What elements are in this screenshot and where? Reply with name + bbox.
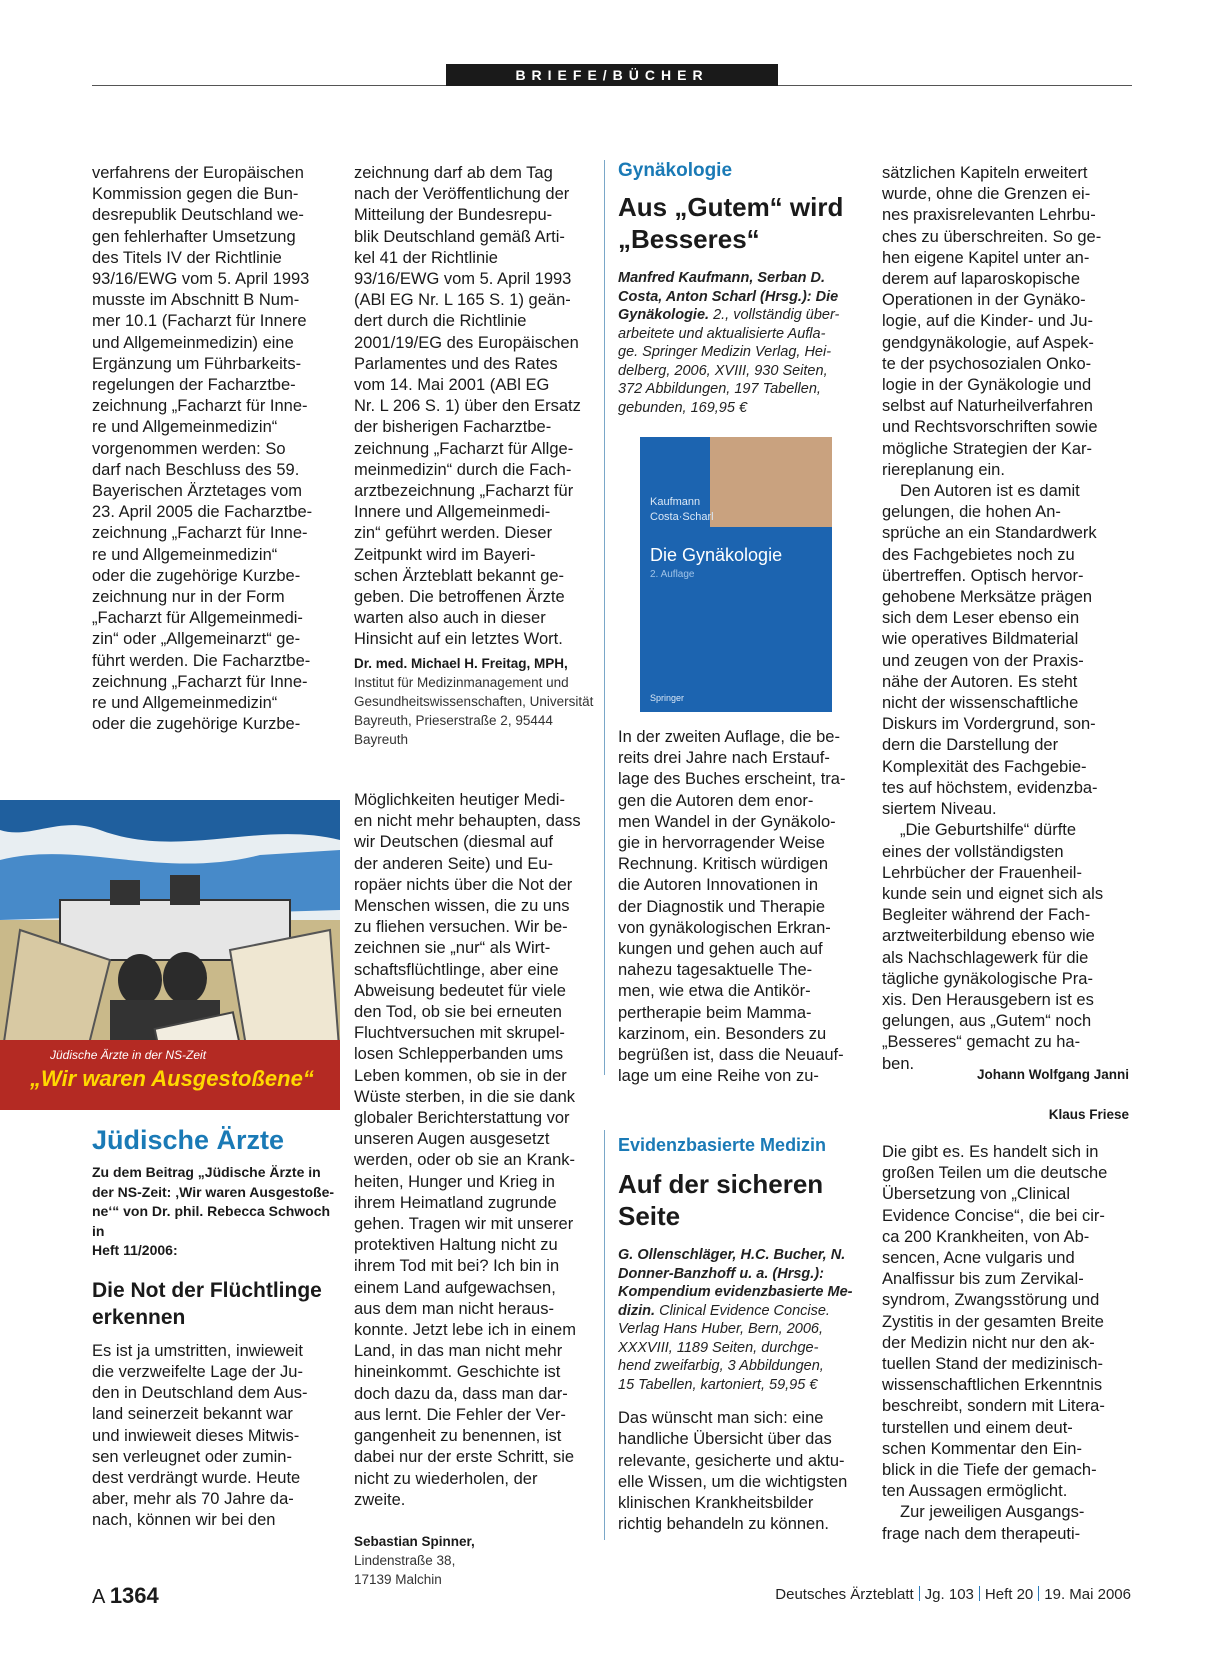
body-text: In der zweiten Auflage, die be- reits drei Jahre nach Erstauf- lage des Buches erscheint, tra- gen die Autoren dem enor- men Wandel in der Gynäkolo- gie in hervorragender Weise Rechnung. Kritisch würdigen die Autoren Innovationen in der Diagnostik und Therapie von gynäkologischen Erkran- kungen und gehen auch auf nahezu tagesaktuelle The- men, wie etwa die Antikör- pertherapie beim Mamma- karzinom, ein. Besonders zu begrüßen ist, dass die Neuauf- lage um eine Reihe von zu-	[618, 728, 846, 1086]
article-reference: Zu dem Beitrag „Jüdische Ärzte in der NS-Zeit: ‚Wir waren Ausgestoße- ne‘“ von Dr. phil. Rebecca Schwoch in Heft 11/2006:	[92, 1164, 335, 1259]
article-illustration	[0, 800, 340, 1110]
bibliography-authors: G. Ollenschläger, H.C. Bucher, N. Donner-Banzhoff u. a. (Hrsg.): Kompendium evidenzbasierte Me- dizin.	[618, 1247, 853, 1319]
review-ebm-body	[882, 1142, 1122, 1545]
review-category: Evidenzbasierte Medizin	[618, 1135, 827, 1155]
column-divider	[604, 1130, 605, 1540]
review-gyn-body-2	[882, 163, 1122, 1075]
body-text: Die gibt es. Es handelt sich in großen Teilen um die deutsche Übersetzung von „Clinical Evidence Concise“, die bei cir- ca 200 Krankheiten, von Ab- sencen, Acne vulgaris und Analfissur bis zum Zervikal- syndrom, Zwangsstörung und Zystitis in der gesamten Breite der Medizin nicht nur den ak- tuellen Stand der medizinisch- wissenschaftlichen Erkenntnis beschreibt, sondern mit Litera- turstellen und einem deut- schen Kommentar den Ein- blick in die Tiefe der gemach- ten Aussagen ermöglicht.	[882, 1143, 1108, 1501]
letter-headline: Die Not der Flüchtlinge erkennen	[92, 1278, 322, 1329]
letter-signature: Dr. med. Michael H. Freitag, MPH,	[354, 655, 568, 671]
cover-line: Jüdische Ärzte in der NS-Zeit	[50, 1048, 207, 1062]
bibliography-authors: Manfred Kaufmann, Serban D. Costa, Anton Scharl (Hrsg.): Die Gynäkologie.	[618, 270, 839, 324]
review-signature	[977, 1045, 1129, 1145]
cover-publisher: Springer	[650, 693, 685, 703]
cover-title: „Wir waren Ausgestoßene“	[30, 1066, 314, 1091]
body-text: Zur jeweiligen Ausgangs- frage nach dem therapeuti-	[882, 1503, 1085, 1543]
page-prefix: A	[92, 1586, 105, 1608]
review-title: Aus „Gutem“ wird „Besseres“	[618, 192, 844, 255]
cover-photo	[710, 437, 832, 527]
journal-volume: Jg. 103	[924, 1586, 974, 1603]
cover-title: Die Gynäkologie	[650, 545, 783, 565]
review-gyn-body-1	[618, 727, 858, 1087]
letter-signature	[354, 1515, 604, 1570]
body-text: verfahrens der Europäischen Kommission gegen die Bun- desrepublik Deutschland we- gen fehlerhafter Umsetzung des Titels IV der Richtlinie 93/16/EWG vom 5. April 1993 musste im Abschnitt B Num- mer 10.1 (Facharzt für Innere und Allgemeinmedizin) eine Ergänzung um Führbarkeits- regelungen der Facharztbe- zeichnung „Facharzt für Inne- re und Allgemeinmedizin“ vorgenommen werden: So darf nach Beschluss des 59. Bayerischen Ärztetages vom 23. April 2005 die Facharztbe- zeichnung „Facharzt für Inne- re und Allgemeinmedizin“ oder die zugehörige Kurzbe- zeichnung nur in der Form „Facharzt für Allgemeinmedi- zin“ oder „Allgemeinarzt“ ge- führt werden. Die Facharztbe- zeichnung „Facharzt für Inne- re und Allgemeinmedizin“ oder die zugehörige Kurzbe-	[92, 164, 313, 734]
review-gynaekologie	[618, 160, 858, 417]
section-header: BRIEFE/BÜCHER	[446, 64, 778, 86]
signature-address: Lindenstraße 38,	[354, 1552, 456, 1568]
journal-date: 19. Mai 2006	[1044, 1586, 1131, 1603]
illustration-graphic	[0, 800, 340, 1110]
journal-issue: Heft 20	[984, 1586, 1034, 1603]
body-text: zeichnung darf ab dem Tag nach der Veröffentlichung der Mitteilung der Bundesrepu- blik Deutschland gemäß Arti- kel 41 der Richtlinie 93/16/EWG vom 5. April 1993 (ABl EG Nr. L 165 S. 1) geän- dert durch die Richtlinie 2001/19/EG des Europäischen Parlamentes und des Rates vom 14. Mai 2001 (ABl EG Nr. L 206 S. 1) über den Ersatz der bisherigen Facharztbe- zeichnung „Facharzt für Allge- meinmedizin“ durch die Fach- arztbezeichnung „Facharzt für Innere und Allgemeinmedi- zin“ geführt werden. Dieser Zeitpunkt wird im Bayeri- schen Ärzteblatt bekannt ge- geben. Die betroffenen Ärzte warten also auch in dieser Hinsicht auf ein letztes Wort.	[354, 164, 581, 649]
book-cover	[640, 437, 832, 712]
review-category: Gynäkologie	[618, 160, 733, 181]
reviewer-2: Klaus Friese	[1048, 1107, 1129, 1122]
column-1-top	[92, 163, 332, 735]
bibliography-details: Clinical Evidence Concise. Verlag Hans Huber, Bern, 2006, XXXVIII, 1189 Seiten, durchge- hend zweifarbig, 3 Abbildungen, 15 Tabellen, kartoniert, 59,95 €	[618, 1302, 830, 1393]
reviewer-1: Johann Wolfgang Janni	[976, 1067, 1129, 1082]
column-2-bottom	[354, 790, 604, 1589]
journal-footer	[775, 1586, 1131, 1603]
review-title: Auf der sicheren Seite	[618, 1169, 824, 1232]
signature-name: Sebastian Spinner,	[354, 1533, 475, 1549]
review-bibliography	[618, 1246, 858, 1394]
body-text: Den Autoren ist es damit gelungen, die hohen An- sprüche an ein Standardwerk des Fachgebietes noch zu übertreffen. Optisch hervor- gehobene Merksätze prägen sich dem Leser ebenso ein wie operatives Bildmaterial und zeugen von der Praxis- nähe der Autoren. Es steht nicht der wissenschaftliche Diskurs im Vordergrund, son- dern die Darstellung der Komplexität des Fachgebie- tes auf höchstem, evidenzba- siertem Niveau.	[882, 482, 1098, 819]
column-divider	[604, 160, 605, 1075]
cover-authors: Kaufmann Costa·Scharl	[650, 496, 714, 523]
cover-edition: 2. Auflage	[650, 569, 695, 580]
review-bibliography	[618, 269, 858, 417]
signature-address-city: 17139 Malchin	[354, 1571, 442, 1587]
journal-name: Deutsches Ärzteblatt	[775, 1586, 914, 1603]
body-text: sätzlichen Kapiteln erweitert wurde, ohne die Grenzen ei- nes praxisrelevanten Lehrbu- ches zu überschreiten. So ge- hen eigene Kapitel unter an- derem auf laparoskopische Operationen in der Gynäko- logie, auf die Kinder- und Ju- gendgynäkologie, auf Aspek- te der psychosozialen Onko- logie in der Gynäkologie und selbst auf Naturheilverfahren und Rechtsvorschriften sowie mögliche Strategien der Kar- riereplanung ein.	[882, 164, 1102, 479]
page-number-value: 1364	[109, 1583, 159, 1608]
juedische-aerzte-section	[92, 1125, 342, 1532]
section-title: Jüdische Ärzte	[92, 1125, 285, 1155]
letter-address: Institut für Medizinmanagement und Gesundheitswissenschaften, Universität Bayreuth, Prieserstraße 2, 95444 Bayreuth	[354, 674, 594, 747]
page-number	[92, 1583, 159, 1609]
body-text: Möglichkeiten heutiger Medi- en nicht mehr behaupten, dass wir Deutschen (diesmal auf der anderen Seite) und Eu- ropäer nichts über die Not der Menschen wissen, die zu uns zu fliehen versuchen. Wir be- zeichnen sie „nur“ als Wirt- schaftsflüchtlinge, aber eine Abweisung bedeutet für viele den Tod, ob sie bei erneuten Fluchtversuchen mit skrupel- losen Schlepperbanden ums Leben kommen, ob sie in der Wüste sterben, in die sie dank globaler Berichterstattung vor unseren Augen ausgesetzt werden, oder ob sie an Krank- heiten, Hunger und Krieg in ihrem Heimatland zugrunde gehen. Tragen wir mit unserer protektiven Haltung nicht zu ihrem Tod mit bei? Ich bin in einem Land aufgewachsen, aus dem man nicht heraus- konnte. Jetzt lebe ich in einem Land, in das man nicht mehr hineinkommt. Geschichte ist doch dazu da, dass man dar- aus lernt. Die Fehler der Ver- gangenheit zu benennen, ist dabei nur der erste Schritt, sie nicht zu wiederholen, der zweite.	[354, 791, 581, 1509]
bibliography-details: 2., vollständig über- arbeitete und aktualisierte Aufla- ge. Springer Medizin Verlag, Hei- delberg, 2006, XVIII, 930 Seiten, 372 Abbildungen, 197 Tabellen, gebunden, 169,95 €	[618, 307, 840, 416]
body-text: Es ist ja umstritten, inwieweit die verzweifelte Lage der Ju- den in Deutschland dem Aus- land seinerzeit bekannt war und inwieweit dieses Mitwis- sen verleugnet oder zumin- dest verdrängt wurde. Heute aber, mehr als 70 Jahre da- nach, können wir bei den	[92, 1341, 308, 1530]
column-2-top	[354, 163, 604, 749]
body-text: Das wünscht man sich: eine handliche Übersicht über das relevante, gesicherte und aktu- elle Wissen, um die wichtigsten klinischen Krankheitsbilder richtig behandeln zu können.	[618, 1409, 848, 1534]
review-ebm	[618, 1135, 858, 1535]
body-text: „Die Geburtshilfe“ dürfte eines der vollständigsten Lehrbücher der Frauenheil- kunde sein und eignet sich als Begleiter während der Fach- arztweiterbildung ebenso wie als Nachschlagewerk für die tägliche gynäkologische Pra- xis. Den Herausgebern ist es gelungen, aus „Gutem“ noch „Besseres“ gemacht zu ha- ben.	[882, 821, 1104, 1073]
